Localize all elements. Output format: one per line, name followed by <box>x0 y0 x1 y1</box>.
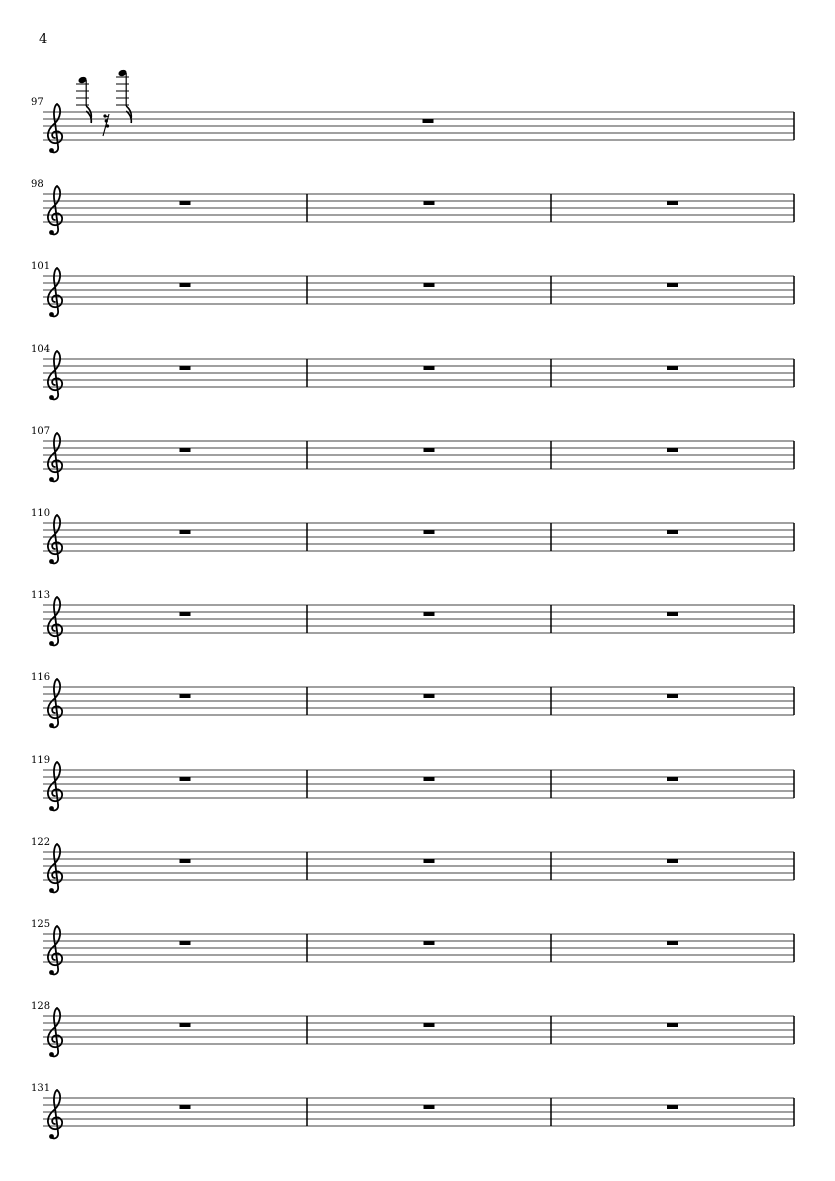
staff-system <box>31 508 794 564</box>
whole-rest <box>667 777 678 781</box>
treble-clef-icon <box>48 351 62 400</box>
treble-clef-icon <box>48 597 62 646</box>
whole-rest <box>667 201 678 205</box>
sixteenth-note <box>116 69 131 123</box>
treble-clef-icon <box>48 1008 62 1057</box>
staff-system <box>31 69 794 153</box>
whole-rest <box>180 283 191 287</box>
whole-rest <box>424 530 435 534</box>
whole-rest <box>424 1023 435 1027</box>
measure-number: 104 <box>31 344 51 355</box>
whole-rest <box>667 1105 678 1109</box>
staff-system <box>31 837 794 893</box>
treble-clef-icon <box>48 186 62 235</box>
whole-rest <box>424 1105 435 1109</box>
staff-system <box>31 426 794 482</box>
staff-system <box>31 344 794 400</box>
treble-clef-icon <box>48 679 62 728</box>
whole-rest <box>180 201 191 205</box>
whole-rest <box>667 366 678 370</box>
whole-rest <box>424 941 435 945</box>
whole-rest <box>667 694 678 698</box>
staff-system <box>31 590 794 646</box>
treble-clef-icon <box>48 762 62 811</box>
whole-rest <box>180 941 191 945</box>
whole-rest <box>667 283 678 287</box>
whole-rest <box>180 777 191 781</box>
whole-rest <box>424 283 435 287</box>
whole-rest <box>424 366 435 370</box>
measure-number: 97 <box>31 97 44 108</box>
whole-rest <box>180 612 191 616</box>
whole-rest <box>423 119 434 123</box>
measure-number: 110 <box>31 508 51 519</box>
measure-number: 119 <box>31 755 51 766</box>
measure-number: 116 <box>31 672 51 683</box>
whole-rest <box>424 612 435 616</box>
whole-rest <box>180 1023 191 1027</box>
measure-number: 131 <box>31 1083 51 1094</box>
whole-rest <box>180 1105 191 1109</box>
whole-rest <box>180 694 191 698</box>
staff-system <box>31 755 794 811</box>
measure-number: 113 <box>31 590 51 601</box>
treble-clef-icon <box>48 433 62 482</box>
whole-rest <box>424 694 435 698</box>
whole-rest <box>180 448 191 452</box>
treble-clef-icon <box>48 104 62 153</box>
treble-clef-icon <box>48 268 62 317</box>
whole-rest <box>667 1023 678 1027</box>
staff-system <box>31 672 794 728</box>
whole-rest <box>667 859 678 863</box>
whole-rest <box>667 530 678 534</box>
whole-rest <box>424 448 435 452</box>
staff-system <box>31 1083 794 1139</box>
whole-rest <box>424 859 435 863</box>
sixteenth-note <box>76 76 91 123</box>
whole-rest <box>667 448 678 452</box>
staff-system <box>31 1001 794 1057</box>
staff-system <box>31 179 794 235</box>
treble-clef-icon <box>48 1090 62 1139</box>
treble-clef-icon <box>48 844 62 893</box>
whole-rest <box>180 530 191 534</box>
measure-number: 125 <box>31 919 51 930</box>
staff-system <box>31 919 794 975</box>
measure-number: 98 <box>31 179 44 190</box>
whole-rest <box>667 612 678 616</box>
measure-number: 128 <box>31 1001 51 1012</box>
whole-rest <box>424 777 435 781</box>
whole-rest <box>424 201 435 205</box>
measure-number: 107 <box>31 426 51 437</box>
page-number: 4 <box>39 32 48 47</box>
whole-rest <box>667 941 678 945</box>
staff-system <box>31 261 794 317</box>
whole-rest <box>180 859 191 863</box>
treble-clef-icon <box>48 515 62 564</box>
measure-number: 122 <box>31 837 51 848</box>
treble-clef-icon <box>48 926 62 975</box>
measure-number: 101 <box>31 261 51 272</box>
whole-rest <box>180 366 191 370</box>
